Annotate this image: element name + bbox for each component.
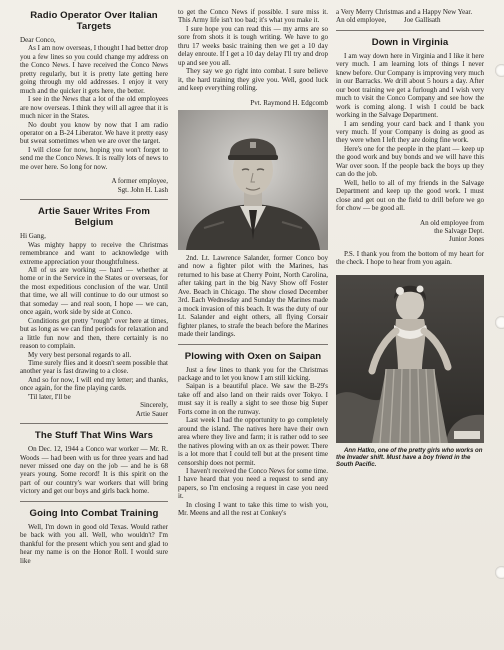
plowing-oxen-paragraph: In closing I want to take this time to wish you, Mr. Meens and all the rest at Conkey's bbox=[178, 500, 328, 518]
artie-sauer-heading: Artie Sauer Writes From Belgium bbox=[38, 206, 150, 229]
virginia-paragraph: I am sending your card back and I thank you very much. If your Company is doing as good as they were when I left they are doing fine work. bbox=[336, 119, 484, 145]
plowing-oxen-heading: Plowing with Oxen on Saipan bbox=[184, 350, 322, 362]
section-divider bbox=[336, 30, 484, 31]
radio-operator-heading: Radio Operator Over Italian Targets bbox=[30, 10, 158, 32]
saipan-letter-signature: An old employee, Joe Gallisath bbox=[336, 16, 441, 25]
pilot-portrait-photo bbox=[178, 110, 328, 250]
virginia-paragraph: Well, hello to all of my friends in the Salvage Department and keep up the good work. I must close and get out on the field to drill before we go for chow — be good all. bbox=[336, 178, 484, 213]
artie-sauer-paragraph: And so for now, I will end my letter; and thanks, once again, for the fine playing cards. bbox=[20, 375, 168, 393]
artie-sauer-closing: 'Til later, I'll be bbox=[28, 392, 71, 401]
combat-training-continued: I sure hope you can read this — my arms are so sore from shots it is tough writing. We have to go thru 17 weeks basic training then we get a 10 day delay enroute. If I get a 10 day delay I'll try and drop up and see you all. bbox=[178, 24, 328, 67]
hula-girl-photo bbox=[336, 275, 484, 443]
radio-operator-signoff: A former employee, bbox=[111, 177, 168, 186]
combat-training-continued: They say we go right into combat. I sure believe it, the hard training they give you. Well, good luck and keep everything rolling. bbox=[178, 67, 328, 93]
combat-training-heading: Going Into Combat Training bbox=[29, 507, 159, 519]
artie-sauer-signoff: Sincerely, bbox=[140, 401, 168, 410]
plowing-oxen-paragraph: Saipan is a beautiful place. We saw the B-29's take off and also land on their raids over Tokyo. I must say it is really a sight to see those big Super Forts come in on the runway. bbox=[178, 382, 328, 416]
artie-sauer-paragraph: My very best personal regards to all. bbox=[28, 350, 132, 359]
combat-training-continued: to get the Conco News if possible. I sure miss it. This Army life isn't too bad; it's what you make it. bbox=[178, 8, 328, 25]
radio-operator-paragraph: As I am now overseas, I thought I had better drop you a few lines so you could change my address on the Conco News. I have received the Conco News pretty regularly, but it is pretty late getting here going through my old addresses. I enjoy it very much and the quicker it gets here, the better. bbox=[20, 44, 168, 95]
pilot-photo-caption: 2nd. Lt. Lawrence Salander, former Conco boy and now a fighter pilot with the Marines, has returned to his base at Cherry Point, North Carolina, after taking part in the big Navy Show off Foster Ave. Beach in Chicago. The show closed December 3rd. Each Wednesday and Sunday the Marines made a mock invasion of this beach. It was the duty of our Lt. Salander and eight others, all flying Corsair fighter planes, to strafe the beach before the Marines made their landings. bbox=[178, 253, 328, 339]
radio-operator-greeting: Dear Conco, bbox=[20, 36, 56, 44]
plowing-oxen-paragraph: Last week I had the opportunity to go completely around the island. The natives here have their own area where they live and farm; it is rather odd to see the natives plowing with an ox as their power. There is a lot more that I could tell but at the present time censorship does not permit. bbox=[178, 416, 328, 467]
radio-operator-paragraph: No doubt you know by now that I am radio operator on a B-24 Liberator. We have it pretty easy but sweat sometimes when we are over the target. bbox=[20, 120, 168, 146]
artie-sauer-paragraph: Time surely flies and it doesn't seem possible that another year is fast drawing to a close. bbox=[20, 358, 168, 376]
artie-sauer-paragraph: Conditions get pretty "rough" over here at times, but as long as we can find periods for relaxation and a little fun now and then, there certainly is no reason to complain. bbox=[20, 316, 168, 351]
section-divider bbox=[20, 199, 168, 200]
radio-operator-signature: Sgt. John H. Lash bbox=[117, 185, 168, 194]
column-left bbox=[20, 8, 168, 565]
saipan-letter-continued: a Very Merry Christmas and a Happy New Year. bbox=[336, 8, 473, 16]
punch-hole-bottom bbox=[495, 566, 504, 579]
radio-operator-paragraph: I will close for now, hoping you won't forget to send me the Conco News. It is really lots of news to me over here. So long for now. bbox=[20, 145, 168, 171]
section-divider bbox=[20, 501, 168, 502]
stuff-wins-wars-heading: The Stuff That Wins Wars bbox=[34, 430, 154, 442]
combat-training-signature: Pvt. Raymond H. Edgcomb bbox=[250, 98, 328, 107]
artie-sauer-greeting: Hi Gang, bbox=[20, 232, 46, 241]
hula-photo-caption: Ann Hatko, one of the pretty girls who works on the Invader shift. Must have a boy friend in the South Pacific. bbox=[336, 446, 483, 469]
virginia-signoff: An old employee from bbox=[420, 218, 484, 227]
punch-hole-middle bbox=[495, 316, 504, 329]
artie-sauer-paragraph: All of us are working — hard — whether at home or in the Service in the States or overseas, for the most expeditious conclusion of the war. Until that time, we all will continue to do our utmost so that someday — and real soon, I hope — we can, once again, work side by side at Conco. bbox=[20, 265, 168, 317]
column-middle bbox=[178, 8, 328, 518]
virginia-paragraph: Here's one for the people in the plant — keep up the good work and buy bonds and we will have this War over soon. If the people back the boys up they can do the job. bbox=[336, 144, 484, 179]
virginia-signoff-dept: the Salvage Dept. bbox=[434, 226, 484, 235]
plowing-oxen-paragraph: Just a few lines to thank you for the Christmas package and to let you know I am still kicking. bbox=[178, 365, 328, 382]
punch-hole-top bbox=[495, 64, 504, 77]
virginia-paragraph: I am way down here in Virginia and I like it here very much. I am learning lots of things I never knew before. Our Company is improving very much in our Barracks. We drill about 5 hours a day. After our boot training we get a furlough and I wish very much to visit the Conco Company and see how the work is coming along. I wish I could be back working in the Salvage Department. bbox=[336, 51, 484, 120]
virginia-signature: Junior Jones bbox=[448, 235, 484, 244]
artie-sauer-paragraph: Was mighty happy to receive the Christmas remembrance and want to acknowledge with extreme appreciation your thoughtfulness. bbox=[20, 240, 168, 266]
section-divider bbox=[20, 423, 168, 424]
plowing-oxen-paragraph: I haven't received the Conco News for some time. I have heard that you need a request to send any papers, so I'm enclosing a request in case you need it. bbox=[178, 466, 328, 501]
virginia-postscript: P.S. I thank you from the bottom of my heart for the check. I hope to hear from you again. bbox=[336, 249, 484, 267]
section-divider bbox=[178, 344, 328, 345]
virginia-heading: Down in Virginia bbox=[371, 36, 449, 48]
combat-training-paragraph: Well, I'm down in good old Texas. Would rather be back with you all. Well, who wouldn't? I'm thankful for the present which you sent and glad to hear my name is on the Honor Roll. I would sure like bbox=[20, 522, 168, 565]
column-right bbox=[336, 8, 484, 469]
artie-sauer-signature: Artie Sauer bbox=[135, 409, 168, 418]
radio-operator-paragraph: I see in the News that a lot of the old employees are now overseas. I think they will all agree that it is much nicer in the States. bbox=[20, 95, 168, 121]
stuff-wins-wars-paragraph: On Dec. 12, 1944 a Conco war worker — Mr. R. Woods — had been with us for three years and had never missed one day on the job — and he is 68 years young. Some record! It is this spirit on the part of our country's war workers that will bring victory and get our boys and girls back home. bbox=[20, 445, 168, 496]
